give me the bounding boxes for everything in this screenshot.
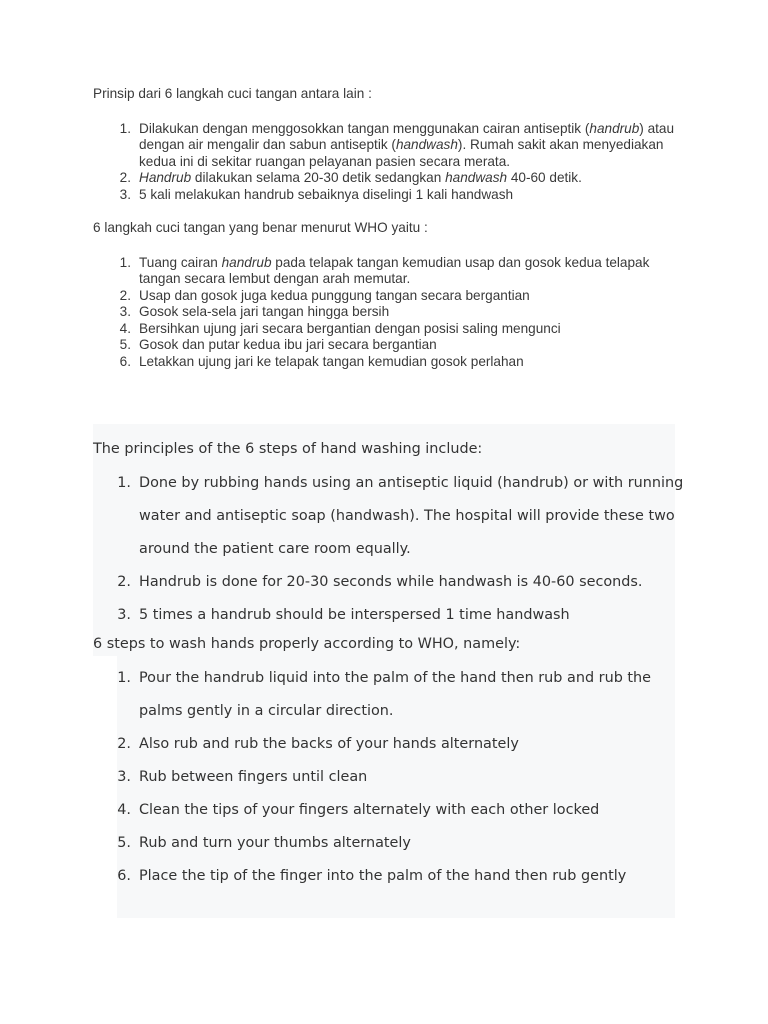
italic-term: handrub xyxy=(221,254,272,270)
text-run: 40-60 detik. xyxy=(507,170,582,185)
list-item xyxy=(93,860,693,893)
list-item xyxy=(93,827,693,860)
list-item xyxy=(93,566,693,599)
list-number: 2. xyxy=(119,170,131,185)
id-intro: Prinsip dari 6 langkah cuci tangan antara lain : xyxy=(93,86,372,101)
list-number: 4. xyxy=(117,802,131,818)
text-run: Tuang cairan xyxy=(139,254,222,270)
text-run: Dilakukan dengan menggosokkan tangan menggunakan cairan antiseptik ( xyxy=(139,120,590,136)
text-run: dilakukan selama 20-30 detik sedangkan xyxy=(191,170,446,185)
english-section xyxy=(93,437,693,893)
list-number: 2. xyxy=(119,287,131,303)
list-item xyxy=(93,321,693,338)
list-text xyxy=(139,321,561,336)
list-text: Rub and turn your thumbs alternately xyxy=(139,835,411,851)
list-number: 3. xyxy=(117,607,131,623)
list-number: 6. xyxy=(119,353,131,369)
list-text: Place the tip of the finger into the palm of the hand then rub gently xyxy=(139,868,627,884)
list-number: 2. xyxy=(117,574,131,590)
text-run: 5 kali melakukan handrub sebaiknya diselingi 1 kali handwash xyxy=(139,186,514,202)
id-steps-title: 6 langkah cuci tangan yang benar menurut WHO yaitu : xyxy=(93,220,428,235)
list-text: Pour the handrub liquid into the palm of the hand then rub and rub the palms gently in a circular direction. xyxy=(139,670,652,719)
list-item xyxy=(93,728,693,761)
list-text: Clean the tips of your fingers alternately with each other locked xyxy=(139,802,600,818)
list-item xyxy=(93,354,693,371)
text-run: ). Rumah sakit akan menyediakan kedua ini di sekitar ruangan pelayanan pasien secara merata. xyxy=(139,137,664,169)
list-item xyxy=(93,187,693,204)
list-number: 3. xyxy=(119,304,131,319)
list-item xyxy=(93,761,693,794)
text-run: Letakkan ujung jari ke telapak tangan kemudian gosok perlahan xyxy=(139,353,524,369)
list-text: Rub between fingers until clean xyxy=(139,769,368,785)
list-item xyxy=(93,255,693,288)
text-run: ) atau dengan air mengalir dan sabun antiseptik ( xyxy=(139,120,675,152)
list-item xyxy=(93,467,693,566)
list-item xyxy=(93,121,693,171)
list-text: Done by rubbing hands using an antiseptic liquid (handrub) or with running water and antiseptic soap (handwash). The hospital will provide these two around the patient care room equally. xyxy=(139,475,684,557)
list-number: 1. xyxy=(117,475,131,491)
indonesian-section xyxy=(93,86,693,370)
list-text xyxy=(139,121,674,169)
list-number: 2. xyxy=(117,736,131,752)
text-run: Usap dan gosok juga kedua punggung tangan secara bergantian xyxy=(139,287,530,303)
list-number: 3. xyxy=(117,769,131,785)
text-run: pada telapak tangan kemudian usap dan gosok kedua telapak tangan secara lembut dengan arah memutar. xyxy=(139,254,650,286)
text-run: Bersihkan ujung jari secara bergantian dengan posisi saling mengunci xyxy=(139,320,561,336)
en-intro: The principles of the 6 steps of hand washing include: xyxy=(93,441,483,457)
list-text xyxy=(139,337,437,352)
list-text xyxy=(139,187,513,202)
list-item xyxy=(93,662,693,728)
list-number: 5. xyxy=(117,835,131,851)
list-text xyxy=(139,255,649,287)
en-steps-title: 6 steps to wash hands properly according to WHO, namely: xyxy=(93,636,521,652)
italic-term: handwash xyxy=(395,137,458,152)
list-text xyxy=(139,170,582,185)
list-text: 5 times a handrub should be interspersed 1 time handwash xyxy=(139,607,570,623)
list-text: Also rub and rub the backs of your hands alternately xyxy=(139,736,519,752)
list-item xyxy=(93,794,693,827)
list-number: 4. xyxy=(119,320,131,336)
list-text xyxy=(139,288,530,303)
en-steps-list xyxy=(93,662,693,893)
list-number: 1. xyxy=(119,120,131,136)
en-principles-list xyxy=(93,467,693,632)
id-principles-list xyxy=(93,121,693,204)
list-text xyxy=(139,354,524,369)
italic-term: Handrub xyxy=(139,170,192,185)
list-item xyxy=(93,304,693,321)
italic-term: handrub xyxy=(589,120,640,136)
list-number: 1. xyxy=(117,670,131,686)
italic-term: handwash xyxy=(445,170,508,185)
list-number: 5. xyxy=(119,337,131,352)
list-number: 6. xyxy=(117,868,131,884)
list-number: 3. xyxy=(119,186,131,202)
list-item xyxy=(93,170,693,187)
list-text xyxy=(139,304,389,319)
text-run: Gosok sela-sela jari tangan hingga bersih xyxy=(139,304,390,319)
list-text: Handrub is done for 20-30 seconds while handwash is 40-60 seconds. xyxy=(139,574,643,590)
list-item xyxy=(93,288,693,305)
list-item xyxy=(93,337,693,354)
list-number: 1. xyxy=(119,254,131,270)
id-steps-list xyxy=(93,255,693,371)
list-item xyxy=(93,599,693,632)
text-run: Gosok dan putar kedua ibu jari secara bergantian xyxy=(139,337,437,352)
